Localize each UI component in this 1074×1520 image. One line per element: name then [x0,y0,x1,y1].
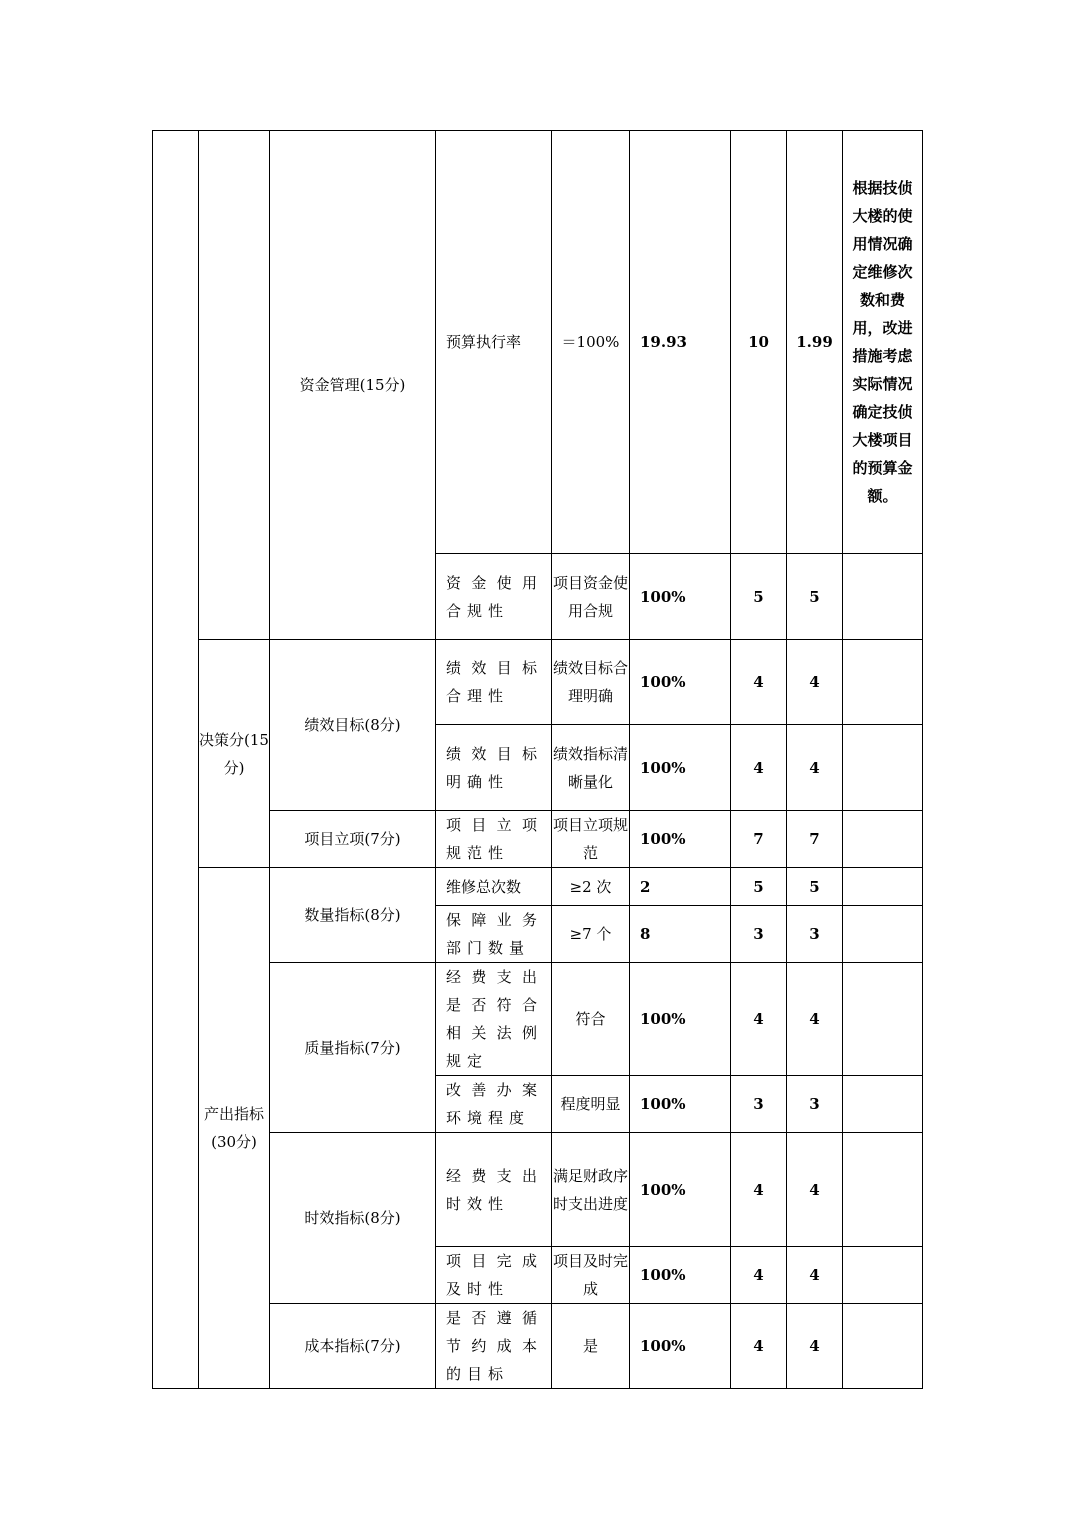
score-cell: 4 [787,640,843,725]
note-cell [843,640,923,725]
indicator-cell: 保障业务部门数量 [436,906,552,963]
target-cell: 绩效目标合理明确 [552,640,630,725]
score-cell: 4 [787,1247,843,1304]
indicator-cell: 是否遵循节约成本的目标 [436,1304,552,1389]
score-cell: 4 [787,1133,843,1247]
indicator-cell: 预算执行率 [436,131,552,554]
weight-cell: 7 [731,811,787,868]
note-cell [843,811,923,868]
target-cell: 项目及时完成 [552,1247,630,1304]
performance-evaluation-table [152,130,923,1389]
actual-cell: 100% [630,640,731,725]
group-cell [270,1304,436,1389]
group-cell [270,868,436,963]
actual-cell: 2 [630,868,731,906]
weight-cell: 3 [731,1076,787,1133]
weight-cell: 5 [731,868,787,906]
note-cell [843,554,923,640]
group-cost: 成本指标(7分) [304,1337,401,1355]
actual-cell: 100% [630,1247,731,1304]
weight-cell: 4 [731,1247,787,1304]
group-project-setup: 项目立项(7分) [304,830,401,848]
table-row [153,131,923,554]
category-cell-blank [199,131,270,640]
group-timeliness: 时效指标(8分) [304,1209,401,1227]
weight-cell: 5 [731,554,787,640]
indicator-cell: 维修总次数 [436,868,552,906]
target-cell: 是 [552,1304,630,1389]
indicator-cell: 改善办案环境程度 [436,1076,552,1133]
group-cell [270,811,436,868]
indicator-cell: 项目完成及时性 [436,1247,552,1304]
actual-cell: 100% [630,725,731,811]
actual-cell: 8 [630,906,731,963]
actual-cell: 100% [630,554,731,640]
actual-cell: 100% [630,1304,731,1389]
score-cell: 3 [787,906,843,963]
target-cell: 符合 [552,963,630,1076]
category-decision: 决策分(15分) [199,730,269,777]
weight-cell: 4 [731,640,787,725]
target-cell: 项目资金使用合规 [552,554,630,640]
weight-cell: 4 [731,963,787,1076]
category-cell [199,868,270,1389]
score-cell: 1.99 [787,131,843,554]
group-quantity: 数量指标(8分) [304,906,401,924]
note-cell [843,963,923,1076]
target-cell: 程度明显 [552,1076,630,1133]
note-cell: 根据技侦大楼的使用情况确定维修次数和费用，改进措施考虑实际情况确定技侦大楼项目的预算金额。 [843,131,923,554]
group-cell [270,963,436,1133]
indicator-cell: 绩效目标明确性 [436,725,552,811]
group-cell [270,640,436,811]
note-cell [843,868,923,906]
actual-cell: 100% [630,963,731,1076]
actual-cell: 100% [630,811,731,868]
score-cell: 5 [787,868,843,906]
weight-cell: 4 [731,725,787,811]
actual-cell: 100% [630,1076,731,1133]
blank-first-column [153,131,199,1389]
score-cell: 4 [787,725,843,811]
score-cell: 4 [787,963,843,1076]
note-cell [843,1304,923,1389]
note-cell [843,1133,923,1247]
target-cell: ≥7 个 [552,906,630,963]
score-cell: 7 [787,811,843,868]
note-cell [843,1247,923,1304]
indicator-cell: 经费支出是否符合相关法例规定 [436,963,552,1076]
note-cell [843,725,923,811]
target-cell: ≥2 次 [552,868,630,906]
score-cell: 4 [787,1304,843,1389]
note-cell [843,1076,923,1133]
indicator-cell: 项目立项规范性 [436,811,552,868]
group-funds: 资金管理(15分) [299,376,406,394]
actual-cell: 19.93 [630,131,731,554]
score-cell: 3 [787,1076,843,1133]
target-cell: 项目立项规范 [552,811,630,868]
table-row [153,868,923,906]
category-output: 产出指标(30分) [203,1105,264,1151]
category-cell [199,640,270,868]
group-quality: 质量指标(7分) [304,1038,401,1057]
indicator-cell: 资金使用合规性 [436,554,552,640]
weight-cell: 4 [731,1133,787,1247]
score-cell: 5 [787,554,843,640]
actual-cell: 100% [630,1133,731,1247]
target-cell: 绩效指标清晰量化 [552,725,630,811]
group-perf-goal: 绩效目标(8分) [304,716,401,734]
group-cell [270,131,436,640]
target-cell: 满足财政序时支出进度 [552,1133,630,1247]
target-cell: ＝100% [552,131,630,554]
weight-cell: 4 [731,1304,787,1389]
indicator-cell: 绩效目标合理性 [436,640,552,725]
table-row [153,640,923,725]
weight-cell: 10 [731,131,787,554]
indicator-cell: 经费支出时效性 [436,1133,552,1247]
weight-cell: 3 [731,906,787,963]
group-cell [270,1133,436,1304]
note-cell [843,906,923,963]
